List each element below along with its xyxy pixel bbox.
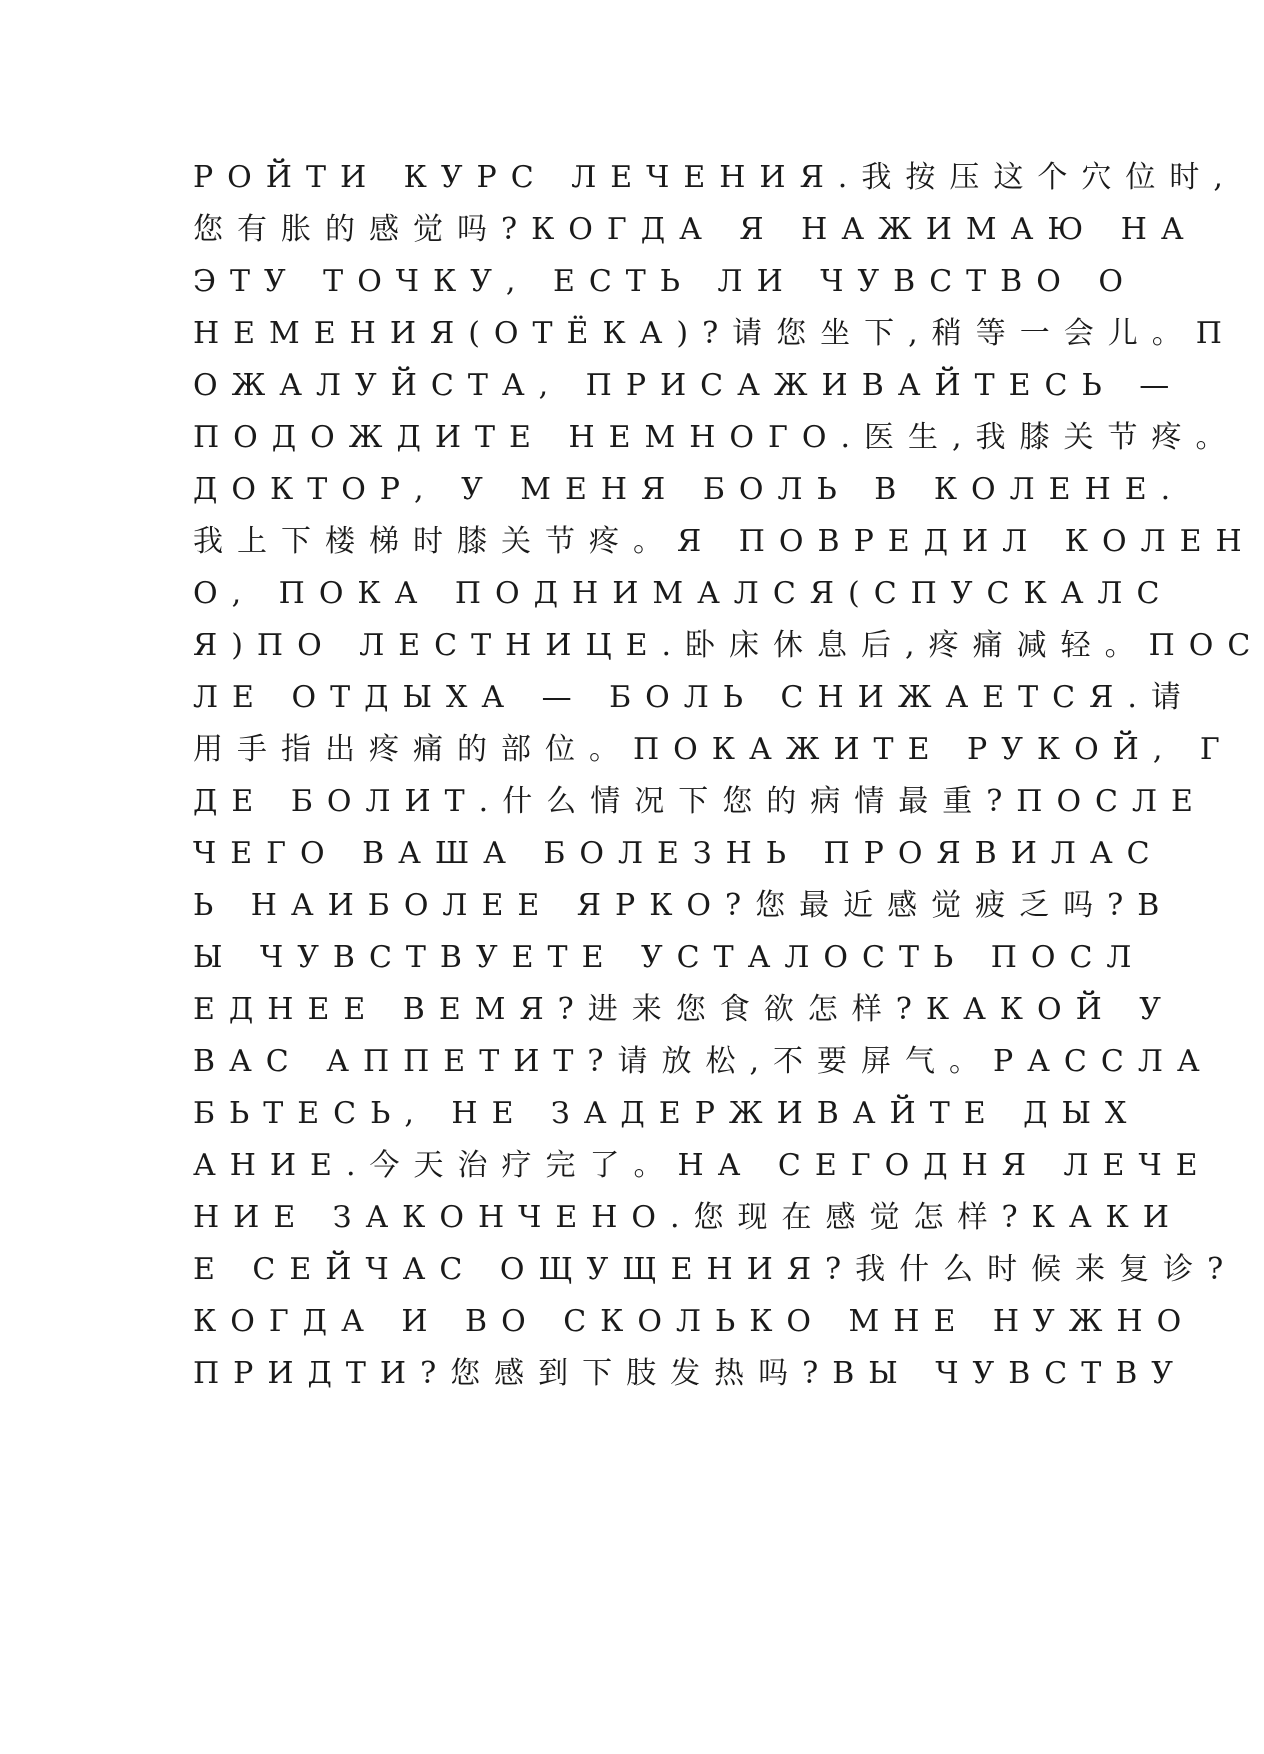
text-line: ДЕ БОЛИТ.什么情况下您的病情最重?ПОСЛЕ xyxy=(193,784,1207,819)
text-line: Е СЕЙЧАС ОЩУЩЕНИЯ?我什么时候来复诊? xyxy=(193,1252,1238,1287)
text-line: Ь НАИБОЛЕЕ ЯРКО?您最近感觉疲乏吗?В xyxy=(193,888,1174,923)
text-line: ЧЕГО ВАША БОЛЕЗНЬ ПРОЯВИЛАС xyxy=(193,836,1164,871)
text-line: ЭТУ ТОЧКУ, ЕСТЬ ЛИ ЧУВСТВО О xyxy=(193,264,1137,299)
text-line: БЬТЕСЬ, НЕ ЗАДЕРЖИВАЙТЕ ДЫХ xyxy=(193,1096,1141,1131)
text-line: Ы ЧУВСТВУЕТЕ УСТАЛОСТЬ ПОСЛ xyxy=(193,940,1146,975)
text-line: ЛЕ ОТДЫХА — БОЛЬ СНИЖАЕТСЯ.请 xyxy=(193,680,1195,715)
text-line: АНИЕ.今天治疗完了。НА СЕГОДНЯ ЛЕЧЕ xyxy=(193,1148,1212,1183)
text-line: КОГДА И ВО СКОЛЬКО МНЕ НУЖНО xyxy=(193,1304,1196,1339)
text-line: ДОКТОР, У МЕНЯ БОЛЬ В КОЛЕНЕ. xyxy=(193,472,1185,507)
text-line: ВАС АППЕТИТ?请放松,不要屏气。РАССЛА xyxy=(193,1044,1214,1079)
text-line: ОЖАЛУЙСТА, ПРИСАЖИВАЙТЕСЬ — xyxy=(193,368,1184,403)
text-line: 用手指出疼痛的部位。ПОКАЖИТЕ РУКОЙ, Г xyxy=(193,732,1234,767)
text-line: О, ПОКА ПОДНИМАЛСЯ(СПУСКАЛС xyxy=(193,576,1174,611)
text-line: ПОДОЖДИТЕ НЕМНОГО.医生,我膝关节疼。 xyxy=(193,420,1240,455)
text-line: 您有胀的感觉吗?КОГДА Я НАЖИМАЮ НА xyxy=(193,212,1198,247)
text-line: НИЕ ЗАКОНЧЕНО.您现在感觉怎样?КАКИ xyxy=(193,1200,1183,1235)
text-line: НЕМЕНИЯ(ОТЁКА)?请您坐下,稍等一会儿。П xyxy=(193,316,1236,351)
text-line: ЕДНЕЕ ВЕМЯ?进来您食欲怎样?КАКОЙ У xyxy=(193,992,1175,1027)
text-line: 我上下楼梯时膝关节疼。Я ПОВРЕДИЛ КОЛЕН xyxy=(193,524,1256,559)
text-line: Я)ПО ЛЕСТНИЦЕ.卧床休息后,疼痛减轻。ПОС xyxy=(193,628,1264,663)
text-line: РОЙТИ КУРС ЛЕЧЕНИЯ.我按压这个穴位时, xyxy=(193,160,1237,195)
text-line: ПРИДТИ?您感到下肢发热吗?ВЫ ЧУВСТВУ xyxy=(193,1356,1187,1391)
